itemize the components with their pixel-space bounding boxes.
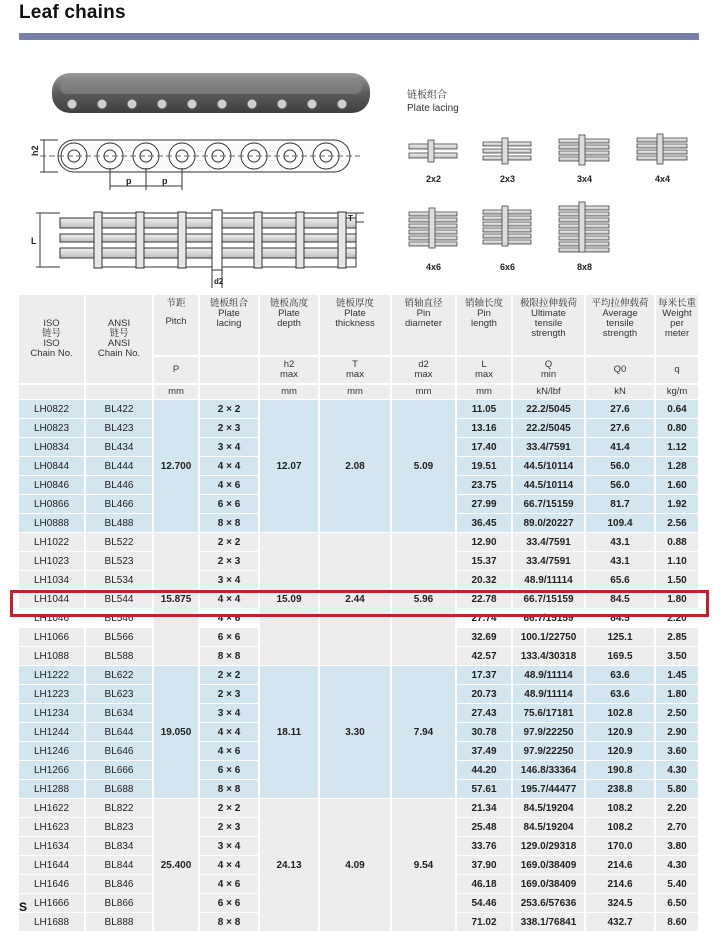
ansi-cell: BL634	[85, 704, 153, 723]
lacing-cell: 4 × 4	[199, 457, 259, 476]
iso-cell: LH1623	[19, 818, 85, 837]
col-lacing: 链板组合 Plate lacing	[199, 295, 259, 356]
table-row	[19, 400, 699, 419]
weight-cell: 5.40	[655, 875, 699, 894]
weight-cell: 2.20	[655, 799, 699, 818]
side-view	[40, 140, 360, 190]
lacing-label: 8x8	[577, 262, 592, 272]
ultimate-strength-cell: 97.9/22250	[512, 723, 585, 742]
thickness-cell: 3.30	[319, 666, 391, 799]
ansi-cell: BL688	[85, 780, 153, 799]
lacing-cell: 8 × 8	[199, 913, 259, 931]
lacing-cell: 8 × 8	[199, 514, 259, 533]
average-strength-cell: 56.0	[585, 476, 655, 495]
length-label: L	[31, 236, 37, 246]
pin-length-cell: 27.43	[456, 704, 512, 723]
unit-pin-len: mm	[456, 384, 512, 400]
average-strength-cell: 190.8	[585, 761, 655, 780]
sym-average: Q0	[585, 356, 655, 384]
average-strength-cell: 56.0	[585, 457, 655, 476]
ansi-cell: BL623	[85, 685, 153, 704]
weight-cell: 1.92	[655, 495, 699, 514]
ultimate-strength-cell: 129.0/29318	[512, 837, 585, 856]
spec-table-body	[19, 400, 699, 931]
pin-length-cell: 44.20	[456, 761, 512, 780]
pin-length-cell: 13.16	[456, 419, 512, 438]
weight-cell: 1.50	[655, 571, 699, 590]
plan-view	[36, 210, 364, 288]
unit-depth: mm	[259, 384, 319, 400]
weight-cell: 5.80	[655, 780, 699, 799]
pin-length-cell: 15.37	[456, 552, 512, 571]
lacing-icon-2x3	[483, 138, 531, 164]
pin-length-cell: 33.76	[456, 837, 512, 856]
weight-cell: 4.30	[655, 761, 699, 780]
average-strength-cell: 324.5	[585, 894, 655, 913]
ultimate-strength-cell: 66.7/15159	[512, 495, 585, 514]
pitch-label-2: p	[162, 176, 168, 186]
weight-cell: 1.45	[655, 666, 699, 685]
lacing-label: 2x2	[426, 174, 441, 184]
average-strength-cell: 214.6	[585, 875, 655, 894]
sym-pitch: P	[153, 356, 199, 384]
lacing-cell: 4 × 6	[199, 742, 259, 761]
iso-cell: LH1244	[19, 723, 85, 742]
ansi-cell: BL888	[85, 913, 153, 931]
lacing-icon-2x2	[409, 140, 457, 162]
iso-cell: LH0823	[19, 419, 85, 438]
iso-cell: LH0822	[19, 400, 85, 419]
iso-cell: LH0846	[19, 476, 85, 495]
col-ultimate: 极限拉伸载荷 Ultimate tensile strength	[512, 295, 585, 356]
ansi-cell: BL523	[85, 552, 153, 571]
ultimate-strength-cell: 48.9/11114	[512, 666, 585, 685]
pin-length-cell: 11.05	[456, 400, 512, 419]
unit-lacing	[199, 384, 259, 400]
pin-length-cell: 71.02	[456, 913, 512, 931]
depth-cell: 12.07	[259, 400, 319, 533]
lacing-cell: 2 × 3	[199, 818, 259, 837]
iso-cell: LH0834	[19, 438, 85, 457]
lacing-cell: 2 × 2	[199, 799, 259, 818]
average-strength-cell: 432.7	[585, 913, 655, 931]
ultimate-strength-cell: 169.0/38409	[512, 875, 585, 894]
sym-pin-len: L max	[456, 356, 512, 384]
iso-cell: LH0866	[19, 495, 85, 514]
ansi-cell: BL422	[85, 400, 153, 419]
pitch-cell: 15.875	[153, 533, 199, 666]
pin-dia-cell: 5.09	[391, 400, 456, 533]
unit-thickness: mm	[319, 384, 391, 400]
pin-dia-label: d2	[214, 277, 224, 286]
ansi-cell: BL866	[85, 894, 153, 913]
lacing-cell: 2 × 2	[199, 666, 259, 685]
pin-length-cell: 17.37	[456, 666, 512, 685]
iso-cell: LH1034	[19, 571, 85, 590]
lacing-cell: 8 × 8	[199, 780, 259, 799]
unit-pin-dia: mm	[391, 384, 456, 400]
ansi-cell: BL666	[85, 761, 153, 780]
pin-length-cell: 12.90	[456, 533, 512, 552]
thickness-label: T	[348, 214, 353, 223]
ansi-cell: BL588	[85, 647, 153, 666]
average-strength-cell: 27.6	[585, 400, 655, 419]
ultimate-strength-cell: 22.2/5045	[512, 400, 585, 419]
thickness-cell: 2.08	[319, 400, 391, 533]
col-pin-len: 销轴长度 Pin length	[456, 295, 512, 356]
iso-cell: LH1622	[19, 799, 85, 818]
average-strength-cell: 84.5	[585, 590, 655, 609]
ultimate-strength-cell: 33.4/7591	[512, 438, 585, 457]
average-strength-cell: 108.2	[585, 818, 655, 837]
weight-cell: 8.60	[655, 913, 699, 931]
plate-lacing-heading	[407, 89, 459, 115]
table-row	[19, 799, 699, 818]
col-thickness: 链板厚度 Plate thickness	[319, 295, 391, 356]
pitch-label-1: p	[126, 176, 132, 186]
ansi-cell: BL566	[85, 628, 153, 647]
weight-cell: 2.85	[655, 628, 699, 647]
iso-cell: LH1634	[19, 837, 85, 856]
ultimate-strength-cell: 100.1/22750	[512, 628, 585, 647]
ansi-cell: BL488	[85, 514, 153, 533]
pitch-cell: 19.050	[153, 666, 199, 799]
table-row	[19, 533, 699, 552]
ultimate-strength-cell: 44.5/10114	[512, 476, 585, 495]
lacing-cell: 6 × 6	[199, 761, 259, 780]
weight-cell: 3.60	[655, 742, 699, 761]
lacing-cell: 3 × 4	[199, 704, 259, 723]
pin-length-cell: 42.57	[456, 647, 512, 666]
ultimate-strength-cell: 44.5/10114	[512, 457, 585, 476]
weight-cell: 2.50	[655, 704, 699, 723]
iso-cell: LH1223	[19, 685, 85, 704]
lacing-icon-6x6	[483, 206, 531, 246]
ultimate-strength-cell: 48.9/11114	[512, 571, 585, 590]
col-depth: 链板高度 Plate depth	[259, 295, 319, 356]
weight-cell: 1.60	[655, 476, 699, 495]
col-ansi: ANSI 链号 ANSI Chain No.	[85, 295, 153, 384]
average-strength-cell: 81.7	[585, 495, 655, 514]
ansi-cell: BL844	[85, 856, 153, 875]
ansi-cell: BL622	[85, 666, 153, 685]
lacing-label: 2x3	[500, 174, 515, 184]
pin-length-cell: 27.99	[456, 495, 512, 514]
iso-cell: LH1266	[19, 761, 85, 780]
pin-length-cell: 23.75	[456, 476, 512, 495]
unit-weight: kg/m	[655, 384, 699, 400]
ansi-cell: BL534	[85, 571, 153, 590]
ultimate-strength-cell: 84.5/19204	[512, 818, 585, 837]
ansi-cell: BL423	[85, 419, 153, 438]
pitch-cell: 25.400	[153, 799, 199, 931]
weight-cell: 2.90	[655, 723, 699, 742]
iso-cell: LH1066	[19, 628, 85, 647]
weight-cell: 0.64	[655, 400, 699, 419]
ultimate-strength-cell: 97.9/22250	[512, 742, 585, 761]
depth-cell: 18.11	[259, 666, 319, 799]
weight-cell: 2.56	[655, 514, 699, 533]
lacing-cell: 4 × 4	[199, 590, 259, 609]
sym-ultimate: Q min	[512, 356, 585, 384]
iso-cell: LH1044	[19, 590, 85, 609]
average-strength-cell: 41.4	[585, 438, 655, 457]
lacing-label: 3x4	[577, 174, 592, 184]
lacing-cell: 4 × 6	[199, 476, 259, 495]
sym-pin-dia: d2 max	[391, 356, 456, 384]
unit-average: kN	[585, 384, 655, 400]
unit-iso	[19, 384, 85, 400]
average-strength-cell: 63.6	[585, 666, 655, 685]
pin-length-cell: 20.32	[456, 571, 512, 590]
depth-cell: 15.09	[259, 533, 319, 666]
ultimate-strength-cell: 338.1/76841	[512, 913, 585, 931]
ansi-cell: BL466	[85, 495, 153, 514]
lacing-icon-4x4	[637, 134, 687, 164]
pin-length-cell: 19.51	[456, 457, 512, 476]
iso-cell: LH1023	[19, 552, 85, 571]
ultimate-strength-cell: 133.4/30318	[512, 647, 585, 666]
plate-lacing-heading-cn: 链板组合	[407, 89, 459, 102]
h2-label: h2	[30, 145, 40, 156]
lacing-cell: 2 × 3	[199, 552, 259, 571]
ultimate-strength-cell: 66.7/15159	[512, 590, 585, 609]
lacing-cell: 2 × 2	[199, 400, 259, 419]
highlight-box	[10, 590, 709, 617]
col-weight: 每米长重 Weight per meter	[655, 295, 699, 356]
weight-cell: 1.28	[655, 457, 699, 476]
lacing-cell: 8 × 8	[199, 647, 259, 666]
sym-depth: h2 max	[259, 356, 319, 384]
depth-cell: 24.13	[259, 799, 319, 931]
ultimate-strength-cell: 33.4/7591	[512, 552, 585, 571]
ultimate-strength-cell: 33.4/7591	[512, 533, 585, 552]
weight-cell: 0.88	[655, 533, 699, 552]
col-iso: ISO 链号 ISO Chain No.	[19, 295, 85, 384]
lacing-cell: 4 × 4	[199, 856, 259, 875]
iso-cell: LH1644	[19, 856, 85, 875]
lacing-icon-4x6	[409, 208, 457, 248]
iso-cell: LH1246	[19, 742, 85, 761]
lacing-cell: 4 × 6	[199, 609, 259, 628]
pin-length-cell: 22.78	[456, 590, 512, 609]
pin-dia-cell: 5.96	[391, 533, 456, 666]
weight-cell: 3.80	[655, 837, 699, 856]
chain-drawing	[0, 56, 721, 290]
chain-photo	[52, 73, 370, 113]
pin-length-cell: 54.46	[456, 894, 512, 913]
pitch-cell: 12.700	[153, 400, 199, 533]
lacing-label: 6x6	[500, 262, 515, 272]
ansi-cell: BL444	[85, 457, 153, 476]
iso-cell: LH1646	[19, 875, 85, 894]
pin-length-cell: 21.34	[456, 799, 512, 818]
average-strength-cell: 125.1	[585, 628, 655, 647]
iso-cell: LH1288	[19, 780, 85, 799]
ansi-cell: BL434	[85, 438, 153, 457]
average-strength-cell: 108.2	[585, 799, 655, 818]
weight-cell: 1.12	[655, 438, 699, 457]
pin-dia-cell: 9.54	[391, 799, 456, 931]
lacing-cell: 4 × 4	[199, 723, 259, 742]
ultimate-strength-cell: 195.7/44477	[512, 780, 585, 799]
sym-thickness: T max	[319, 356, 391, 384]
ultimate-strength-cell: 48.9/11114	[512, 685, 585, 704]
ansi-cell: BL646	[85, 742, 153, 761]
lacing-cell: 4 × 6	[199, 875, 259, 894]
iso-cell: LH0844	[19, 457, 85, 476]
average-strength-cell: 109.4	[585, 514, 655, 533]
ansi-cell: BL846	[85, 875, 153, 894]
pin-length-cell: 37.49	[456, 742, 512, 761]
pin-length-cell: 57.61	[456, 780, 512, 799]
average-strength-cell: 43.1	[585, 533, 655, 552]
pin-length-cell: 30.78	[456, 723, 512, 742]
ultimate-strength-cell: 146.8/33364	[512, 761, 585, 780]
ansi-cell: BL546	[85, 609, 153, 628]
iso-cell: LH0888	[19, 514, 85, 533]
lacing-icons	[409, 134, 687, 252]
average-strength-cell: 43.1	[585, 552, 655, 571]
average-strength-cell: 238.8	[585, 780, 655, 799]
col-pitch: 节距 Pitch	[153, 295, 199, 356]
pin-length-cell: 46.18	[456, 875, 512, 894]
ansi-cell: BL823	[85, 818, 153, 837]
pin-length-cell: 36.45	[456, 514, 512, 533]
average-strength-cell: 84.5	[585, 609, 655, 628]
weight-cell: 1.80	[655, 590, 699, 609]
iso-cell: LH1088	[19, 647, 85, 666]
col-pin-dia: 销轴直径 Pin diameter	[391, 295, 456, 356]
page-title: Leaf chains	[19, 2, 126, 24]
lacing-cell: 3 × 4	[199, 571, 259, 590]
average-strength-cell: 63.6	[585, 685, 655, 704]
average-strength-cell: 120.9	[585, 723, 655, 742]
average-strength-cell: 27.6	[585, 419, 655, 438]
sym-weight: q	[655, 356, 699, 384]
average-strength-cell: 65.6	[585, 571, 655, 590]
iso-cell: LH1666	[19, 894, 85, 913]
pin-length-cell: 27.74	[456, 609, 512, 628]
pin-length-cell: 20.73	[456, 685, 512, 704]
ansi-cell: BL644	[85, 723, 153, 742]
ultimate-strength-cell: 75.6/17181	[512, 704, 585, 723]
iso-cell: LH1234	[19, 704, 85, 723]
lacing-cell: 6 × 6	[199, 495, 259, 514]
unit-ultimate: kN/lbf	[512, 384, 585, 400]
lacing-cell: 2 × 2	[199, 533, 259, 552]
lacing-label: 4x6	[426, 262, 441, 272]
col-average: 平均拉伸载荷 Average tensile strength	[585, 295, 655, 356]
weight-cell: 2.70	[655, 818, 699, 837]
ultimate-strength-cell: 66.7/15159	[512, 609, 585, 628]
lacing-label: 4x4	[655, 174, 670, 184]
lacing-cell: 2 × 3	[199, 685, 259, 704]
ansi-cell: BL822	[85, 799, 153, 818]
pin-dia-cell: 7.94	[391, 666, 456, 799]
ultimate-strength-cell: 84.5/19204	[512, 799, 585, 818]
ansi-cell: BL522	[85, 533, 153, 552]
lacing-cell: 3 × 4	[199, 837, 259, 856]
ansi-cell: BL544	[85, 590, 153, 609]
table-row	[19, 666, 699, 685]
weight-cell: 0.80	[655, 419, 699, 438]
pin-length-cell: 25.48	[456, 818, 512, 837]
weight-cell: 3.50	[655, 647, 699, 666]
thickness-cell: 4.09	[319, 799, 391, 931]
ultimate-strength-cell: 169.0/38409	[512, 856, 585, 875]
ansi-cell: BL446	[85, 476, 153, 495]
lacing-icon-8x8	[559, 202, 609, 252]
weight-cell: 4.30	[655, 856, 699, 875]
average-strength-cell: 102.8	[585, 704, 655, 723]
ultimate-strength-cell: 253.6/57636	[512, 894, 585, 913]
weight-cell: 6.50	[655, 894, 699, 913]
average-strength-cell: 214.6	[585, 856, 655, 875]
pin-length-cell: 17.40	[456, 438, 512, 457]
ansi-cell: BL834	[85, 837, 153, 856]
weight-cell: 2.20	[655, 609, 699, 628]
sym-lacing	[199, 356, 259, 384]
weight-cell: 1.80	[655, 685, 699, 704]
bottom-mark: S	[19, 900, 27, 914]
iso-cell: LH1688	[19, 913, 85, 931]
ultimate-strength-cell: 22.2/5045	[512, 419, 585, 438]
lacing-icon-3x4	[559, 135, 609, 165]
iso-cell: LH1022	[19, 533, 85, 552]
iso-cell: LH1046	[19, 609, 85, 628]
lacing-cell: 2 × 3	[199, 419, 259, 438]
unit-pitch: mm	[153, 384, 199, 400]
lacing-cell: 6 × 6	[199, 894, 259, 913]
ultimate-strength-cell: 89.0/20227	[512, 514, 585, 533]
pin-length-cell: 32.69	[456, 628, 512, 647]
iso-cell: LH1222	[19, 666, 85, 685]
lacing-cell: 3 × 4	[199, 438, 259, 457]
pin-length-cell: 37.90	[456, 856, 512, 875]
average-strength-cell: 120.9	[585, 742, 655, 761]
weight-cell: 1.10	[655, 552, 699, 571]
average-strength-cell: 169.5	[585, 647, 655, 666]
unit-ansi	[85, 384, 153, 400]
average-strength-cell: 170.0	[585, 837, 655, 856]
thickness-cell: 2.44	[319, 533, 391, 666]
title-underline	[19, 33, 699, 40]
lacing-cell: 6 × 6	[199, 628, 259, 647]
plate-lacing-heading-en: Plate lacing	[407, 102, 459, 115]
